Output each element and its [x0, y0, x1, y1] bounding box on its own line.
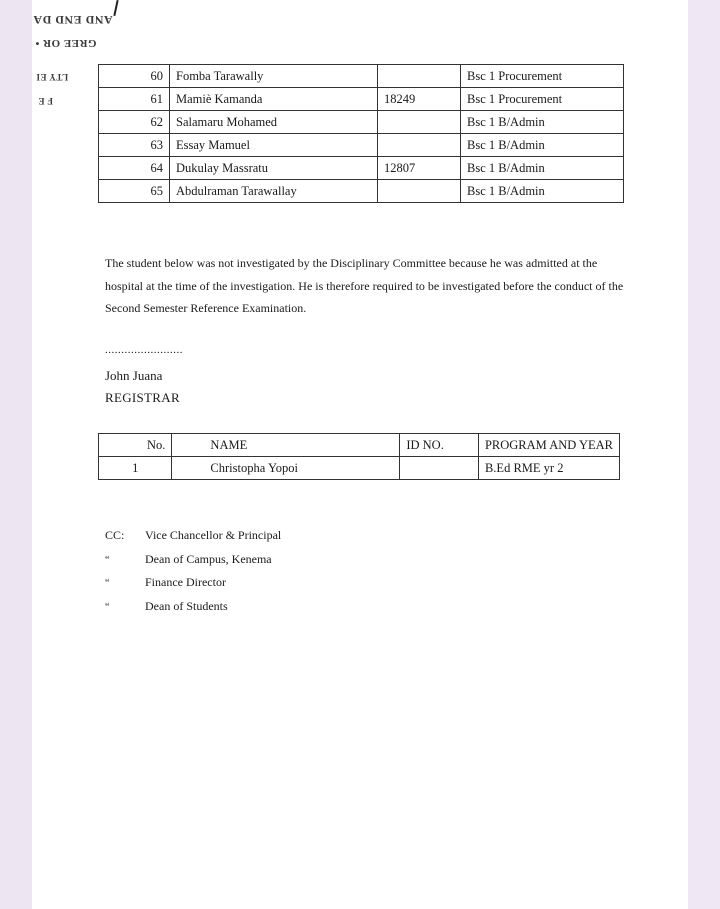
table-row — [99, 457, 620, 480]
student-name: Salamaru Mohamed — [170, 111, 378, 134]
student-name: Essay Mamuel — [170, 134, 378, 157]
student-id: 18249 — [378, 88, 461, 111]
bleed-through-text: F E — [38, 96, 53, 106]
row-number: 63 — [99, 134, 170, 157]
student-program: Bsc 1 Procurement — [461, 65, 624, 88]
bleed-through-text: GREE OR • — [35, 37, 97, 49]
table-row — [99, 65, 624, 88]
ditto-mark: “ — [105, 554, 110, 566]
ditto-mark: “ — [105, 601, 110, 613]
student-program: B.Ed RME yr 2 — [478, 457, 619, 480]
signature-line: ........................ — [105, 344, 183, 356]
signatory-title: REGISTRAR — [105, 390, 180, 405]
row-number: 62 — [99, 111, 170, 134]
student-name: Christopha Yopoi — [172, 457, 400, 480]
row-number: 60 — [99, 65, 170, 88]
student-program: Bsc 1 B/Admin — [461, 180, 624, 203]
student-program: Bsc 1 B/Admin — [461, 134, 624, 157]
row-number: 61 — [99, 88, 170, 111]
student-name: Fomba Tarawally — [170, 65, 378, 88]
row-number: 1 — [99, 457, 172, 480]
student-id: 12807 — [378, 157, 461, 180]
student-name: Abdulraman Tarawallay — [170, 180, 378, 203]
student-id — [400, 457, 479, 480]
table-row — [99, 180, 624, 203]
bleed-through-text: LTY EI — [36, 72, 69, 82]
header-no: No. — [99, 434, 172, 457]
cc-label: CC: — [105, 528, 125, 542]
student-name: Dukulay Massratu — [170, 157, 378, 180]
table-header-row — [99, 434, 620, 457]
header-name: NAME — [172, 434, 400, 457]
cc-recipient: Dean of Students — [145, 598, 228, 613]
cc-list — [105, 528, 281, 622]
student-program: Bsc 1 B/Admin — [461, 157, 624, 180]
student-program: Bsc 1 B/Admin — [461, 111, 624, 134]
table-row — [99, 134, 624, 157]
ditto-mark: “ — [105, 578, 110, 589]
student-id — [378, 180, 461, 203]
signatory-name: John Juana — [105, 368, 163, 383]
student-program: Bsc 1 Procurement — [461, 88, 624, 111]
student-id — [378, 111, 461, 134]
table-row — [99, 111, 624, 134]
table-row — [99, 157, 624, 180]
header-program: PROGRAM AND YEAR — [478, 434, 619, 457]
row-number: 65 — [99, 180, 170, 203]
cc-item — [105, 528, 281, 552]
cc-recipient: Vice Chancellor & Principal — [145, 528, 282, 542]
cc-recipient: Finance Director — [145, 575, 226, 589]
bleed-through-text: AND END DA — [33, 13, 113, 27]
student-name: Mamiè Kamanda — [170, 88, 378, 111]
student-id — [378, 65, 461, 88]
notice-paragraph: The student below was not investigated by the Disciplinary Committee because he was admitted at the hospital at the time of the investigation. He is therefore required to be investigated before the conduct of the Second Semester Reference Examination. — [105, 256, 624, 315]
student-list-table — [98, 64, 624, 203]
cc-recipient: Dean of Campus, Kenema — [145, 551, 272, 566]
left-page-margin — [0, 0, 32, 909]
cc-item — [105, 599, 281, 623]
table-row — [99, 88, 624, 111]
header-id: ID NO. — [400, 434, 479, 457]
cc-item — [105, 575, 281, 599]
student-id — [378, 134, 461, 157]
right-page-margin — [688, 0, 720, 909]
row-number: 64 — [99, 157, 170, 180]
uninvestigated-student-table — [98, 433, 620, 480]
cc-item — [105, 552, 281, 576]
